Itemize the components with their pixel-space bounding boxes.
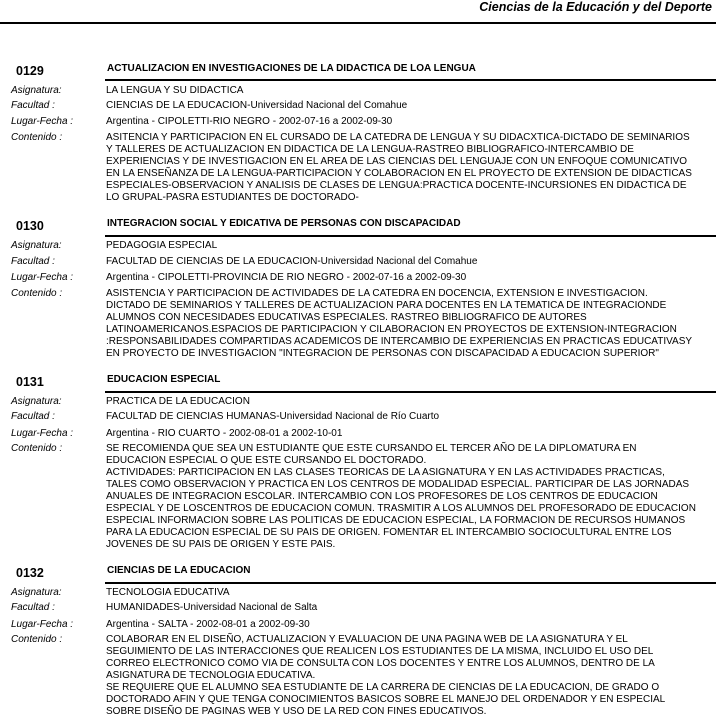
field-value: FACULTAD DE CIENCIAS HUMANAS-Universidad Nacional de Río Cuarto: [106, 411, 440, 422]
entry-code: 0130: [16, 219, 44, 233]
field-label: Facultad :: [11, 411, 55, 422]
field-value: Argentina - CIPOLETTI-RIO NEGRO - 2002-07-16 a 2002-09-30: [106, 116, 393, 127]
entry-title: EDUCACION ESPECIAL: [107, 374, 221, 385]
contenido-line: ASISTENCIA Y PARTICIPACION DE ACTIVIDADES DE LA CATEDRA EN DOCENCIA, EXTENSION E INVESTIGACION.: [106, 288, 648, 299]
field-label: Contenido :: [11, 132, 63, 143]
contenido-line: SE REQUIERE QUE EL ALUMNO SEA ESTUDIANTE DE LA CARRERA DE CIENCIAS DE LA EDUCACION, DE GRADO O: [106, 682, 660, 693]
contenido-line: ACTIVIDADES: PARTICIPACION EN LAS CLASES TEORICAS DE LA ASIGNATURA Y EN LAS ACTIVIDADES PRACTICAS,: [106, 467, 665, 478]
field-label: Contenido :: [11, 634, 63, 645]
title-rule: [105, 391, 716, 393]
entry-code: 0132: [16, 566, 44, 580]
field-value: TECNOLOGIA EDUCATIVA: [106, 587, 230, 598]
field-value: LA LENGUA Y SU DIDACTICA: [106, 85, 244, 96]
field-value: [106, 443, 712, 551]
field-value: [106, 288, 712, 360]
field-label: Asignatura:: [11, 396, 62, 407]
entry-title: ACTUALIZACION EN INVESTIGACIONES DE LA DIDACTICA DE LOA LENGUA: [107, 63, 476, 74]
field-label: Asignatura:: [11, 85, 62, 96]
page-title: Ciencias de la Educación y del Deporte: [479, 0, 712, 14]
entry-code: 0131: [16, 375, 44, 389]
contenido-line: EN LA ENSEÑANZA DE LA LENGUA-PARTICIPACION Y COLABORACION EN EL PROYECTO DE EXTENSION DE DIDACTICAS: [106, 168, 692, 179]
contenido-line: DOCTORADO AFIN Y QUE TENGA CONOCIMIENTOS BASICOS SOBRE EL MANEJO DEL ORDENADOR Y EN ESPECIAL: [106, 694, 666, 705]
contenido-line: LO GRUPAL-PASRA ESTUDIANTES DE DOCTORADO-: [106, 192, 359, 203]
contenido-line: SE RECOMIENDA QUE SEA UN ESTUDIANTE QUE ESTE CURSANDO EL TERCER AÑO DE LA DIPLOMATURA EN: [106, 443, 637, 454]
contenido-line: EN PROYECTO DE INVESTIGACION "INTEGRACION DE PERSONAS CON DISCAPACIDAD A EDUCACION SUPERIOR": [106, 348, 659, 359]
field-label: Lugar-Fecha :: [11, 428, 74, 439]
field-value: CIENCIAS DE LA EDUCACION-Universidad Nacional del Comahue: [106, 100, 408, 111]
title-rule: [105, 235, 716, 237]
field-label: Asignatura:: [11, 587, 62, 598]
field-label: Contenido :: [11, 443, 63, 454]
field-value: [106, 132, 712, 204]
field-label: Contenido :: [11, 288, 63, 299]
title-rule: [105, 582, 716, 584]
field-value: PRACTICA DE LA EDUCACION: [106, 396, 250, 407]
contenido-line: JOVENES DE SU PAIS DE ORIGEN Y ESTE PAIS.: [106, 539, 336, 550]
contenido-line: TALES COMO OBSERVACION Y PRACTICA EN LOS CENTROS DE MODALIDAD ESPECIAL. PARTICIPAR DE LAS JORNADAS: [106, 479, 690, 490]
contenido-line: LATINOAMERICANOS.ESPACIOS DE PARTICIPACION Y CILABORACION EN PROYECTOS DE EXTENSION-INTEGRACION: [106, 324, 677, 335]
contenido-line: EXPERIENCIAS Y DE INVESTIGACION EN EL AREA DE LAS CIENCIAS DEL LENGUAJE CON UN ENFOQUE COMUNICATIVO: [106, 156, 688, 167]
field-value: Argentina - RIO CUARTO - 2002-08-01 a 2002-10-01: [106, 428, 343, 439]
field-value: Argentina - SALTA - 2002-08-01 a 2002-09-30: [106, 619, 310, 630]
title-rule: [105, 79, 716, 81]
field-label: Facultad :: [11, 256, 55, 267]
entry-code: 0129: [16, 64, 44, 78]
contenido-line: SEGUIMIENTO DE LAS INTERACCIONES QUE REALICEN LOS ESTUDIANTES DE LA MISMA, INCLUIDO EL USO DEL: [106, 646, 654, 657]
contenido-line: Y TALLERES DE ACTUALIZACION EN DIDACTICA DE LA LENGUA-RASTREO BIBLIOGRAFICO-INTERCAMBIO DE: [106, 144, 634, 155]
field-value: FACULTAD DE CIENCIAS DE LA EDUCACION-Universidad Nacional del Comahue: [106, 256, 478, 267]
contenido-line: EDUCACION ESPECIAL O QUE ESTE CURSANDO EL DOCTORADO.: [106, 455, 427, 466]
contenido-line: ASITENCIA Y PARTICIPACION EN EL CURSADO DE LA CATEDRA DE LENGUA Y SU DIDACXTICA-DICTADO DE SEMINARIOS: [106, 132, 690, 143]
contenido-line: ESPECIALES-OBSERVACION Y ANALISIS DE CLASES DE LENGUA:PRACTICA DOCENTE-INCURSIONES EN DIDACTICA DE: [106, 180, 687, 191]
contenido-line: PARA LA EDUCACION ESPECIAL DE SU PAIS DE ORIGEN. FOMENTAR EL INTERCAMBIO SOCIOCULTURAL ENTRE LOS: [106, 527, 672, 538]
contenido-line: ALUMNOS CON NECESIDADES EDUCATIVAS ESPECIALES. RASTREO BIBLIOGRAFICO DE AUTORES: [106, 312, 587, 323]
contenido-line: COLABORAR EN EL DISEÑO, ACTUALIZACION Y EVALUACION DE UNA PAGINA WEB DE LA ASIGNATURA Y EL: [106, 634, 628, 645]
field-value: PEDAGOGIA ESPECIAL: [106, 240, 218, 251]
contenido-line: DICTADO DE SEMINARIOS Y TALLERES DE ACTUALIZACION PARA DOCENTES EN LA TEMATICA DE INTEGRACIONDE: [106, 300, 667, 311]
contenido-line: ESPECIAL INFORMACION SOBRE LAS POLITICAS DE EDUCACION ESPECIAL, LA FORMACION DE RECURSOS HUMANOS: [106, 515, 686, 526]
field-label: Facultad :: [11, 100, 55, 111]
contenido-line: :RESPONSABILIDADES COMPARTIDAS ACADEMICOS DE INTERCAMBIO DE EXPERIENCIAS EN PRACTICAS EDUCATIVASY: [106, 336, 693, 347]
contenido-line: ANUALES DE INTEGRACION ESCOLAR. INTERCAMBIO CON LOS PROFESORES DE LOS CENTROS DE EDUCACION: [106, 491, 658, 502]
page-header: [0, 0, 716, 24]
field-label: Lugar-Fecha :: [11, 116, 74, 127]
contenido-line: CORREO ELECTRONICO COMO VIA DE CONSULTA CON LOS DOCENTES Y ENTRE LOS ALUMNOS, DENTRO DE LA: [106, 658, 655, 669]
field-label: Asignatura:: [11, 240, 62, 251]
field-value: HUMANIDADES-Universidad Nacional de Salta: [106, 602, 318, 613]
contenido-line: ASIGNATURA DE TECNOLOGIA EDUCATIVA.: [106, 670, 316, 681]
field-value: [106, 634, 712, 718]
field-label: Facultad :: [11, 602, 55, 613]
field-label: Lugar-Fecha :: [11, 619, 74, 630]
entry-title: INTEGRACION SOCIAL Y EDICATIVA DE PERSONAS CON DISCAPACIDAD: [107, 218, 461, 229]
contenido-line: ESPECIAL Y DE LOSCENTROS DE EDUCACION COMUN. TRASMITIR A LOS ALUMNOS DEL PROFESORADO DE EDUCACION: [106, 503, 696, 514]
contenido-line: SOBRE DISEÑO DE PAGINAS WEB Y USO DE LA RED CON FINES EDUCATIVOS.: [106, 706, 487, 717]
field-label: Lugar-Fecha :: [11, 272, 74, 283]
entry-title: CIENCIAS DE LA EDUCACION: [107, 565, 251, 576]
field-value: Argentina - CIPOLETTI-PROVINCIA DE RIO NEGRO - 2002-07-16 a 2002-09-30: [106, 272, 467, 283]
